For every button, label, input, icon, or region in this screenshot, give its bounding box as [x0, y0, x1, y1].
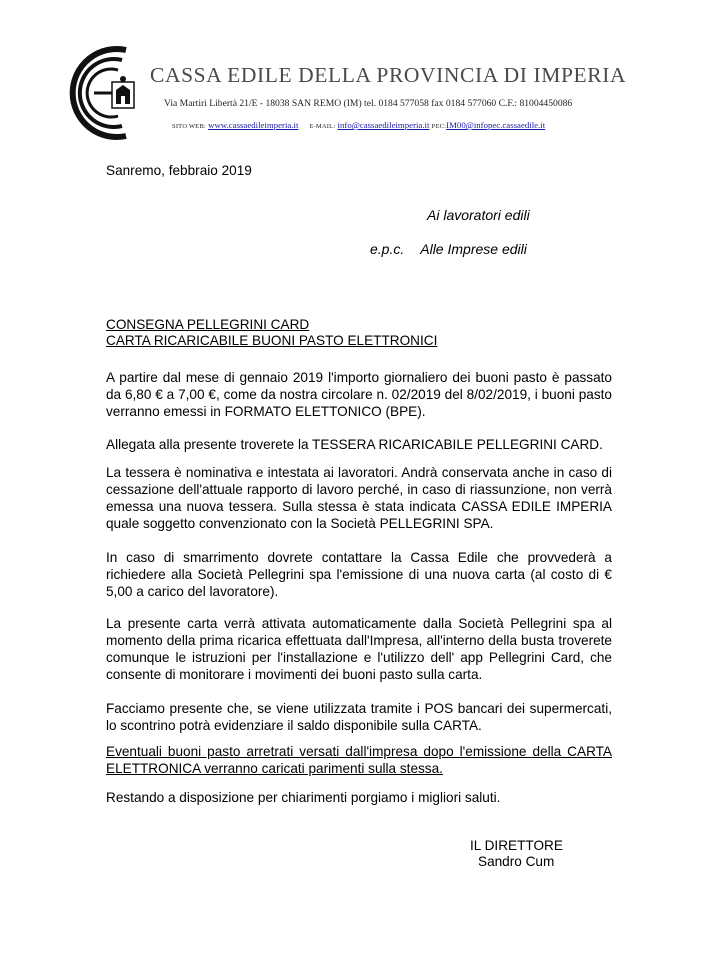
recipient: Ai lavoratori edili — [427, 207, 530, 223]
paragraph-4: In caso di smarrimento dovrete contattare la Cassa Edile che provvederà a richiedere alla Società Pellegrini spa l'emissione di una nuova carta (al costo di € 5,00 a carico del lavoratore). — [106, 550, 612, 599]
paragraph-7: Eventuali buoni pasto arretrati versati dall'impresa dopo l'emissione della CARTA ELETTRONICA verranno caricati parimenti sulla stessa. — [106, 744, 612, 776]
email-label: E-MAIL: — [309, 123, 336, 130]
cassa-edile-logo-icon — [64, 38, 154, 148]
subject-line-2: CARTA RICARICABILE BUONI PASTO ELETTRONICI — [106, 333, 438, 348]
cc-recipient: Alle Imprese edili — [420, 241, 527, 257]
letterhead-contacts — [172, 120, 545, 130]
pec-link[interactable]: IM00@infopec.cassaedile.it — [446, 120, 546, 130]
letter-date: Sanremo, febbraio 2019 — [106, 163, 252, 178]
website-link[interactable]: www.cassaedileimperia.it — [208, 120, 299, 130]
paragraph-6: Facciamo presente che, se viene utilizzata tramite i POS bancari dei supermercati, lo scontrino potrà evidenziare il saldo disponibile sulla CARTA. — [106, 701, 612, 733]
paragraph-5: La presente carta verrà attivata automaticamente dalla Società Pellegrini spa al momento della prima ricarica effettuata dall'Impresa, all'interno della busta troverete comunque le istruzioni per l'installazione e l'utilizzo dell' app Pellegrini Card, che consente di monitorare i movimenti dei buoni pasto sulla carta. — [106, 616, 612, 682]
closing-paragraph: Restando a disposizione per chiarimenti porgiamo i migliori saluti. — [106, 790, 501, 805]
signature-name: Sandro Cum — [478, 854, 555, 869]
paragraph-2: Allegata alla presente troverete la TESSERA RICARICABILE PELLEGRINI CARD. — [106, 437, 603, 452]
paragraph-3: La tessera è nominativa e intestata ai lavoratori. Andrà conservata anche in caso di cessazione dell'attuale rapporto di lavoro perché, in caso di riassunzione, non verrà emessa una nuova tessera. Sulla stessa è stata indicata CASSA EDILE IMPERIA quale soggetto convenzionato con la Società PELLEGRINI SPA. — [106, 465, 612, 531]
letterhead-address: Via Martiri Libertà 21/E - 18038 SAN REMO (IM) tel. 0184 577058 fax 0184 577060 C.F.: 81004450086 — [164, 98, 573, 109]
cc-line — [370, 241, 527, 258]
signature-title: IL DIRETTORE — [470, 838, 563, 853]
epc-label: e.p.c. — [370, 241, 405, 257]
subject-line-1: CONSEGNA PELLEGRINI CARD — [106, 317, 310, 332]
email-link[interactable]: info@cassaedileimperia.it — [337, 120, 430, 130]
organization-name: CASSA EDILE DELLA PROVINCIA DI IMPERIA — [150, 63, 627, 87]
pec-label: PEC: — [431, 123, 447, 130]
paragraph-1: A partire dal mese di gennaio 2019 l'importo giornaliero dei buoni pasto è passato da 6,80 € a 7,00 €, come da nostra circolare n. 02/2019 del 8/02/2019, i buoni pasto verranno emessi in FORMATO ELETTONICO (BPE). — [106, 370, 612, 419]
web-label: SITO WEB: — [172, 123, 206, 130]
